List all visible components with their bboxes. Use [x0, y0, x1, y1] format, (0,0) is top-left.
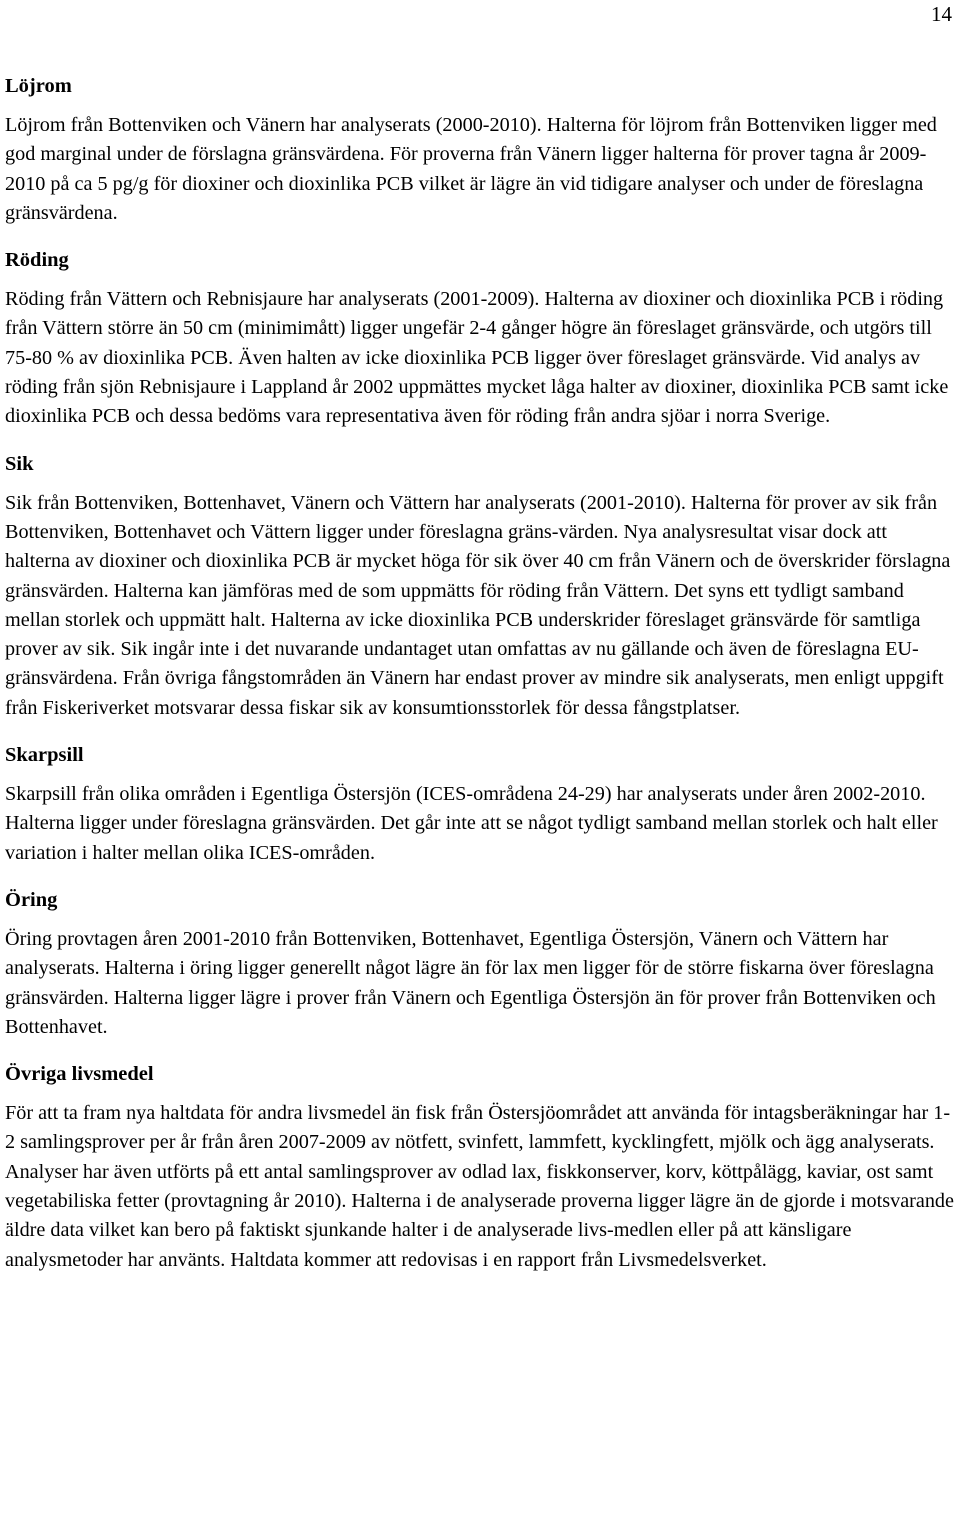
paragraph: Löjrom från Bottenviken och Vänern har analyserats (2000-2010). Halterna för löjrom från Bottenviken ligger med god marginal under de förslagna gränsvärdena. För proverna från Vänern ligger halterna för prover tagna år 2009-2010 på ca 5 pg/g för dioxiner och dioxinlika PCB vilket är lägre än vid tidigare analyser och under de föreslagna gränsvärdena.: [5, 114, 937, 224]
page-number: 14: [931, 2, 952, 26]
section-lojrom: [5, 72, 957, 228]
paragraph: För att ta fram nya haltdata för andra livsmedel än fisk från Östersjöområdet att använda för intagsberäkningar har 1-2 samlingsprover per år från åren 2007-2009 av nötfett, svinfett, lammfett, kycklingfett, mjölk och ägg analyserats. Analyser har även utförts på ett antal samlingsprover av odlad lax, fiskkonserver, korv, köttpålägg, kaviar, ost samt vegetabiliska fetter (provtagning år 2010). Halterna i de analyserade proverna ligger lägre än de gjorde i motsvarande äldre data vilket kan bero på faktiskt sjunkande halter i de analyserade livs-medlen eller på att känsligare analysmetoder har använts. Haltdata kommer att redovisas i en rapport från Livsmedelsverket.: [5, 1102, 954, 1271]
section-heading: Övriga livsmedel: [5, 1063, 154, 1086]
paragraph: Skarpsill från olika områden i Egentliga Östersjön (ICES-områdena 24-29) har analyserats under åren 2002-2010. Halterna ligger under föreslagna gränsvärden. Det går inte att se något tydligt samband mellan storlek och halt eller variation i halter mellan olika ICES-områden.: [5, 783, 938, 864]
section-skarpsill: [5, 741, 957, 868]
section-heading: Sik: [5, 452, 34, 475]
section-heading: Löjrom: [5, 75, 72, 97]
section-heading: Röding: [5, 249, 69, 272]
section-roding: [5, 246, 957, 431]
section-sik: [5, 450, 957, 723]
paragraph: Öring provtagen åren 2001-2010 från Bottenviken, Bottenhavet, Egentliga Östersjön, Vänern och Vättern har analyserats. Halterna i öring ligger generellt något lägre än för lax men ligger för de större fiskarna över föreslagna gränsvärden. Halterna ligger lägre i prover från Vänern och Egentliga Östersjön än för prover från Bottenviken och Bottenhavet.: [5, 927, 936, 1038]
section-ovriga-livsmedel: [5, 1060, 957, 1275]
section-heading: Skarpsill: [5, 744, 84, 767]
paragraph: Sik från Bottenviken, Bottenhavet, Vänern och Vättern har analyserats (2001-2010). Halterna för prover av sik från Bottenviken, Bottenhavet och Vättern ligger under föreslagna gräns-värden. Nya analysresultat visar dock att halterna av dioxiner och dioxinlika PCB är mycket höga för sik över 40 cm från Vänern och de överskrider förslagna gränsvärden. Halterna kan jämföras med de som uppmätts för röding från Vättern. Det syns ett tydligt samband mellan storlek och uppmätt halt. Halterna av icke dioxinlika PCB underskrider föreslaget gränsvärde för samtliga prover av sik. Sik ingår inte i det nuvarande undantaget utan omfattas av nu gällande och även de föreslagna EU-gränsvärdena. Från övriga fångstområden än Vänern har endast prover av mindre sik analyserats, men enligt uppgift från Fiskeriverket motsvarar dessa fiskar sik av konsumtionsstorlek för dessa fångstplatser.: [5, 491, 951, 719]
document-body: [5, 72, 957, 1293]
section-heading: Öring: [5, 888, 58, 911]
paragraph: Röding från Vättern och Rebnisjaure har analyserats (2001-2009). Halterna av dioxiner och dioxinlika PCB i röding från Vättern större än 50 cm (minimimått) ligger ungefär 2-4 gånger högre än föreslaget gränsvärde, och utgörs till 75-80 % av dioxinlika PCB. Även halten av icke dioxinlika PCB ligger över föreslaget gränsvärde. Vid analys av röding från sjön Rebnisjaure i Lappland år 2002 uppmättes mycket låga halter av dioxiner, dioxinlika PCB samt icke dioxinlika PCB och dessa bedöms vara representativa även för röding från andra sjöar i norra Sverige.: [5, 288, 949, 428]
section-oring: [5, 886, 957, 1042]
